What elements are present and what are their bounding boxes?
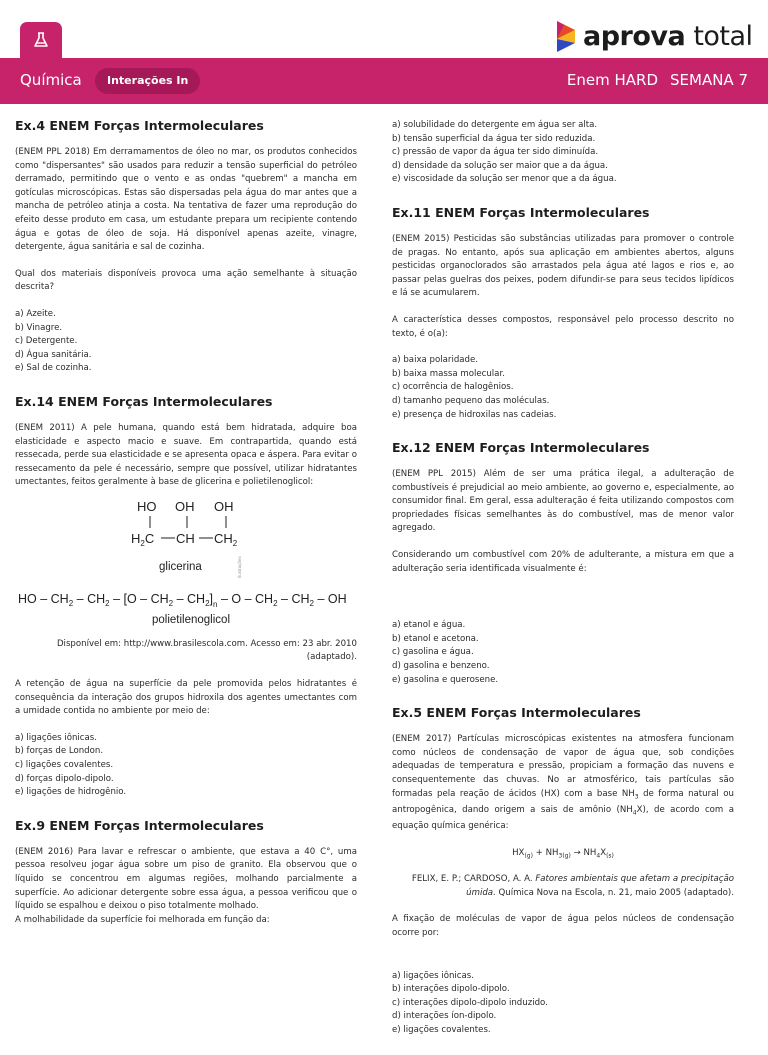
option-a[interactable]: a) baixa polaridade. — [392, 355, 479, 366]
subject-bar — [0, 58, 768, 104]
question-text: (ENEM 2015) Pesticidas são substâncias utilizadas para promover o controle de pragas. No entanto, após sua aplicação em ambientes abertos, alguns pesticidas organoclorados são arrastados pela água até lagos e rios e, ao passar pelas guelras dos peixes, podem difundir-se para seus tecidos lipídicos e lá se acumularem. — [392, 233, 734, 299]
svg-text:H2C: $H_2C$ — [131, 530, 155, 548]
answer-options — [392, 354, 734, 422]
option-c[interactable]: c) pressão de vapor da água ter sido diminuída. — [392, 147, 599, 158]
option-d[interactable]: d) interações íon-dipolo. — [392, 1011, 497, 1022]
top-bar — [0, 0, 768, 58]
option-a[interactable]: a) ligações iônicas. — [392, 970, 475, 981]
answer-options — [392, 119, 734, 187]
question-text: (ENEM 2017) Partículas microscópicas existentes na atmosfera funcionam como núcleos de condensação de vapor de água que, sob condições adequadas de temperatura e pressão, propiciam a formação das nuvens e consequentemente das chuvas. No ar atmosférico, tais partículas são formadas pela reação de ácidos (HX) com a base $NH_3$ de forma natural ou antropogênica, dando origem a sais de amônio $(NH_4X)$, de acordo com a equação química genérica: — [392, 734, 735, 832]
answer-options — [392, 619, 734, 687]
svg-text:HO: HO — [137, 498, 157, 514]
source-citation: FELIX, E. P.; CARDOSO, A. A. Fatores ambientais que afetam a precipitação úmida. Química Nova na Escola, n. 21, maio 2005 (adaptado). — [411, 874, 734, 898]
svg-text:glicerina: glicerina — [159, 560, 202, 573]
question-title: Ex.12 ENEM Forças Intermoleculares — [392, 440, 650, 456]
logo — [555, 18, 753, 54]
option-c[interactable]: c) ligações covalentes. — [15, 760, 114, 771]
polietilenoglicol-structure — [15, 588, 357, 630]
question-text: (ENEM 2011) A pele humana, quando está bem hidratada, adquire boa elasticidade e aspecto macio e suave. Em contrapartida, quando está ressecada, perde sua elasticidade e se apresenta opaca e áspera. Para evitar o ressecamento da pele é necessário, sempre que possível, utilizar hidratantes umectantes, feitos geralmente à base de glicerina e polietilenoglicol: — [15, 422, 357, 488]
option-d[interactable]: d) tamanho pequeno das moléculas. — [392, 395, 550, 406]
option-b[interactable]: b) Vinagre. — [15, 322, 63, 333]
left-column — [15, 118, 357, 940]
question-prompt: A molhabilidade da superfície foi melhorada em função da: — [15, 914, 270, 925]
source-citation: Disponível em: http://www.brasilescola.com. Acesso em: 23 abr. 2010 (adaptado). — [56, 638, 357, 663]
option-b[interactable]: b) baixa massa molecular. — [392, 368, 505, 379]
spacer — [392, 589, 734, 619]
option-d[interactable]: d) gasolina e benzeno. — [392, 661, 490, 672]
option-a[interactable]: a) ligações iônicas. — [15, 732, 98, 743]
option-b[interactable]: b) tensão superficial da água ter sido reduzida. — [392, 133, 596, 144]
svg-text:polietilenoglicol: polietilenoglicol — [152, 613, 230, 626]
option-e[interactable]: e) gasolina e querosene. — [392, 674, 499, 685]
option-b[interactable]: b) forças de London. — [15, 746, 104, 757]
option-c[interactable]: c) gasolina e água. — [392, 647, 474, 658]
svg-text:HO – CH2 – CH2 – [O – CH2 – CH: HO – $CH_2 - CH_2 - [O - CH_2 - CH_2]_n$ – O – $CH_2 - CH_2$ – OH — [18, 591, 347, 609]
question-prompt: Qual dos materiais disponíveis provoca uma ação semelhante à situação descrita? — [15, 268, 357, 293]
spacer — [392, 954, 734, 970]
question-title: Ex.5 ENEM Forças Intermoleculares — [392, 705, 641, 721]
option-e[interactable]: e) ligações de hidrogênio. — [15, 787, 127, 798]
question-title: Ex.14 ENEM Forças Intermoleculares — [15, 393, 273, 409]
option-a[interactable]: a) solubilidade do detergente em água ser alta. — [392, 120, 598, 130]
week-label: SEMANA 7 — [670, 71, 748, 89]
svg-text:Ilustrações: Ilustrações — [237, 556, 242, 578]
option-d[interactable]: d) Água sanitária. — [15, 349, 92, 360]
logo-text: aprova total — [583, 20, 753, 52]
subject-tab[interactable] — [20, 22, 62, 58]
right-column — [392, 119, 734, 1055]
flask-icon — [32, 31, 50, 49]
question-text: (ENEM PPL 2015) Além de ser uma prática ilegal, a adulteração de combustíveis é prejudicial ao meio ambiente, ao governo e, especialmente, ao consumidor final. Em geral, essa adulteração é feita utilizando compostos com propriedades físicas semelhantes às do combustível, mas de menor valor agregado. — [392, 469, 734, 534]
option-e[interactable]: e) Sal de cozinha. — [15, 363, 92, 374]
logo-mark-icon — [555, 19, 577, 53]
answer-options — [392, 970, 734, 1038]
svg-text:OH: OH — [175, 498, 195, 514]
question-text: (ENEM 2016) Para lavar e refrescar o ambiente, que estava a 40 C°, uma pessoa resolveu jogar água sobre um piso de granito. Ela observou que o líquido se concentrou em algumas regiões, molhando parcialmente a superfície. Ao adicionar detergente sobre essa água, a pessoa verificou que o líquido se espalhou e deixou o piso totalmente molhado. — [15, 846, 357, 912]
answer-options — [15, 732, 357, 800]
question-title: Ex.4 ENEM Forças Intermoleculares — [15, 118, 264, 133]
question-text: (ENEM PPL 2018) Em derramamentos de óleo no mar, os produtos conhecidos como "dispersantes" são usados para reduzir a tensão superficial do petróleo derramado, permitindo que o vento e as ondas "quebrem" a mancha em gotículas microscópicas. Estas são dispersadas pela água do mar antes que a mancha de petróleo atinja a costa. Na tentativa de fazer uma reprodução do efeito desse produto em casa, um estudante prepara um recipiente contendo água e gotas de óleo de soja. Há disponível apenas azeite, vinagre, detergente, água sanitária e sal de cozinha. — [15, 147, 357, 253]
option-d[interactable]: d) densidade da solução ser maior que a da água. — [392, 160, 608, 171]
option-c[interactable]: c) interações dipolo-dipolo induzido. — [392, 997, 548, 1008]
option-a[interactable]: a) Azeite. — [15, 308, 56, 319]
option-a[interactable]: a) etanol e água. — [392, 620, 466, 631]
svg-text:CH: CH — [176, 530, 195, 546]
option-c[interactable]: c) ocorrência de halogênios. — [392, 382, 514, 393]
question-prompt: A retenção de água na superfície da pele promovida pelos hidratantes é consequência da interação dos grupos hidroxila dos agentes umectantes com a umidade contida no ambiente por meio de: — [15, 679, 357, 717]
question-title: Ex.11 ENEM Forças Intermoleculares — [392, 204, 650, 220]
option-d[interactable]: d) forças dipolo-dipolo. — [15, 773, 114, 784]
question-prompt: Considerando um combustível com 20% de adulterante, a mistura em que a adulteração seria identificada visualmente é: — [392, 550, 734, 574]
option-b[interactable]: b) etanol e acetona. — [392, 633, 479, 644]
option-c[interactable]: c) Detergente. — [15, 336, 78, 347]
question-prompt: A fixação de moléculas de vapor de água pelos núcleos de condensação ocorre por: — [392, 914, 734, 938]
option-e[interactable]: e) ligações covalentes. — [392, 1024, 491, 1035]
glicerina-structure — [15, 498, 357, 580]
chemical-equation: $HX_{(g)} + NH_{3(g)} \to NH_4X_{(s)}$ — [512, 847, 614, 860]
exam-name: Enem HARD — [566, 71, 658, 89]
option-b[interactable]: b) interações dipolo-dipolo. — [392, 984, 510, 995]
topic-pill[interactable]: Interações In — [95, 68, 200, 94]
subject-label: Química — [20, 71, 82, 89]
svg-text:CH2: $CH_2$ — [214, 530, 238, 548]
svg-text:OH: OH — [214, 498, 234, 514]
answer-options — [15, 308, 357, 376]
question-title: Ex.9 ENEM Forças Intermoleculares — [15, 817, 264, 833]
option-e[interactable]: e) presença de hidroxilas nas cadeias. — [392, 409, 557, 420]
question-prompt: A característica desses compostos, responsável pelo processo descrito no texto, é o(a): — [392, 314, 734, 339]
option-e[interactable]: e) viscosidade da solução ser menor que a da água. — [392, 174, 617, 185]
exam-label — [555, 71, 748, 89]
